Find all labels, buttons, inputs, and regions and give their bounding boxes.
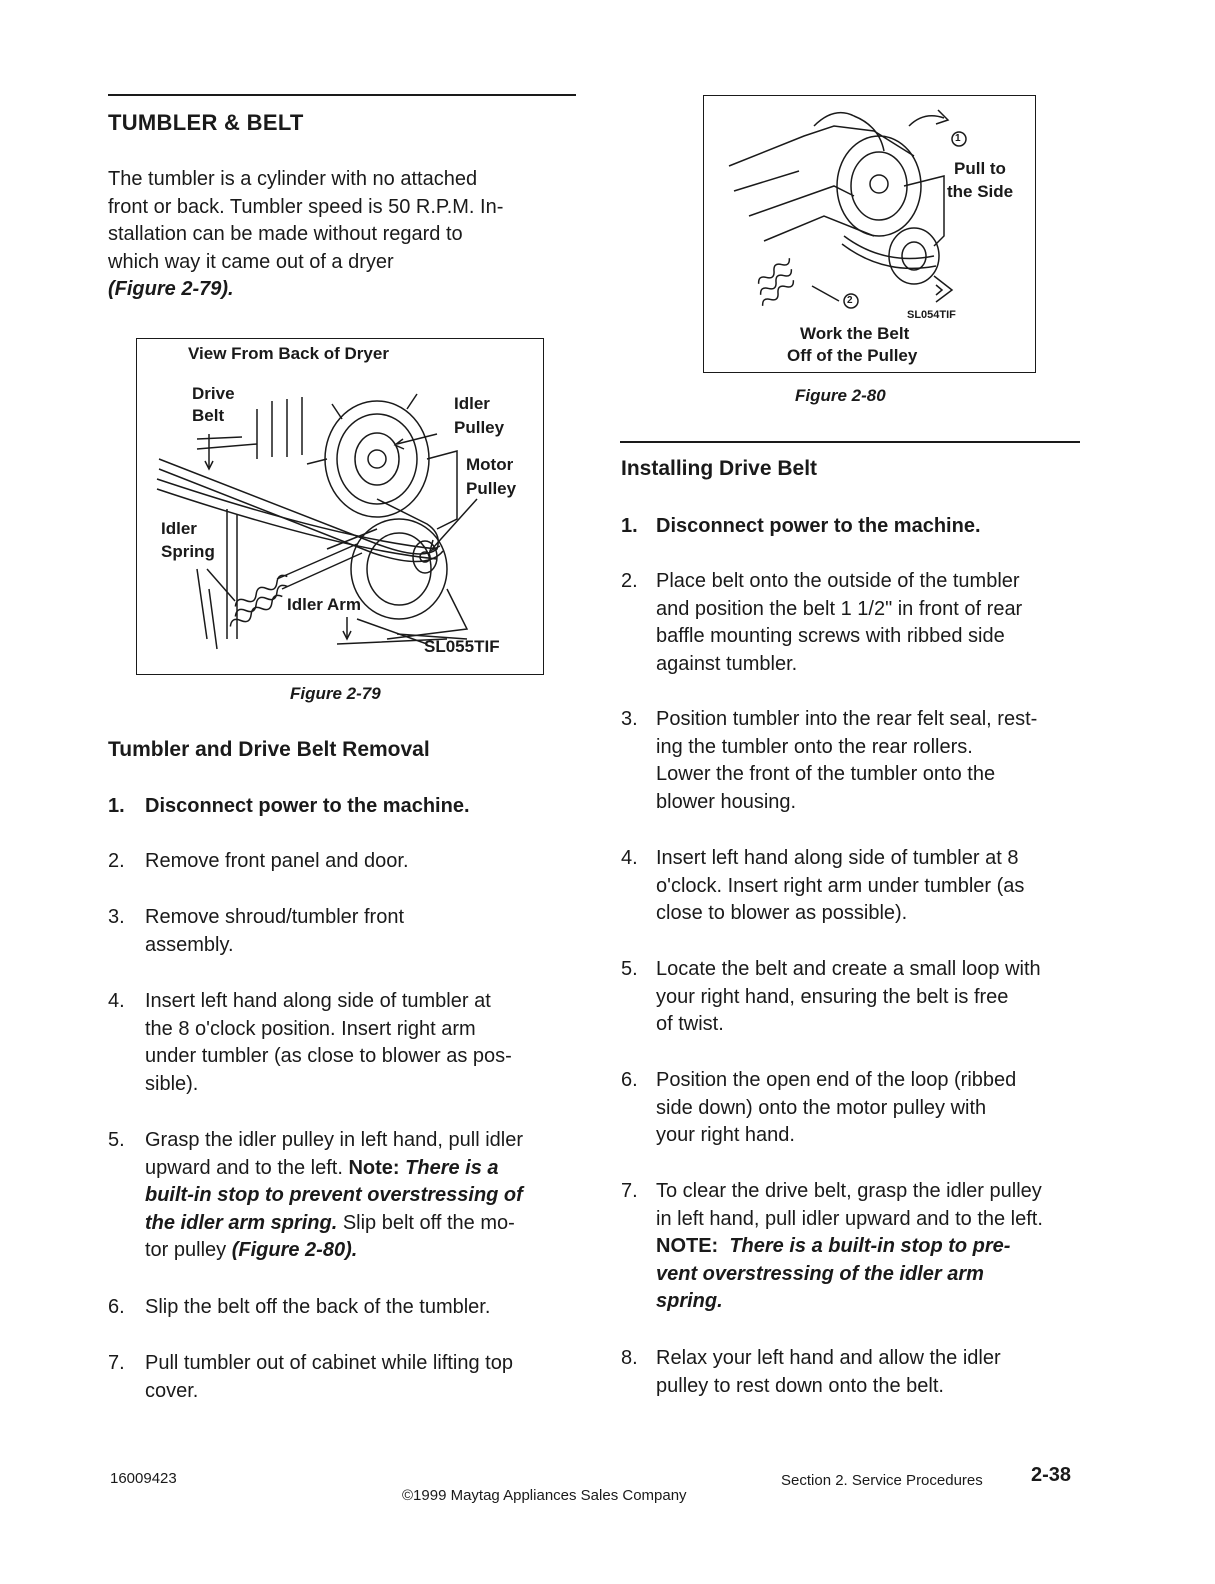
step-line: in left hand, pull idler upward and to the left. (656, 1207, 1043, 1230)
note-emphasis-line: built-in stop to prevent overstressing of (145, 1184, 523, 1206)
step-line: Remove shroud/tumbler front (145, 906, 405, 928)
step-line: o'clock. Insert right arm under tumbler (as (656, 874, 1025, 897)
label-idler-spring-2: Spring (161, 542, 215, 561)
step-line: To clear the drive belt, grasp the idler pulley (656, 1180, 1042, 1202)
step-line (145, 1155, 590, 1183)
label-idler-pulley-1: Idler (454, 394, 490, 413)
step-line: Grasp the idler pulley in left hand, pull idler (145, 1129, 523, 1151)
step-line: ing the tumbler onto the rear rollers. (656, 735, 973, 758)
step-line: assembly. (145, 933, 234, 956)
marker-2: 2 (847, 295, 853, 306)
figure-reference: (Figure 2-80). (231, 1239, 358, 1261)
step-line: the 8 o'clock position. Insert right arm (145, 1017, 476, 1040)
step-line (656, 1233, 1086, 1261)
figure-2-80 (703, 95, 1036, 373)
step-line: side down) onto the motor pulley with (656, 1096, 987, 1119)
label-off-of-pulley: Off of the Pulley (787, 346, 918, 365)
label-motor: Motor (466, 455, 514, 474)
figure-caption: Figure 2-79 (290, 684, 381, 703)
step-line: your right hand. (656, 1124, 795, 1146)
intro-paragraph (108, 166, 578, 304)
step-text: Disconnect power to the machine. (145, 795, 470, 817)
step-line: Locate the belt and create a small loop with (656, 958, 1041, 980)
step-number: 2. (621, 570, 638, 592)
figure-code: SL054TIF (907, 309, 956, 321)
intro-line: which way it came out of a dryer (108, 250, 394, 273)
step-line (145, 1237, 590, 1265)
step-number: 3. (621, 708, 638, 730)
marker-1: 1 (955, 133, 961, 144)
step-line: pulley to rest down onto the belt. (656, 1374, 944, 1397)
step-number: 8. (621, 1347, 638, 1369)
step-line: Place belt onto the outside of the tumbler (656, 570, 1020, 592)
step-line: baffle mounting screws with ribbed side (656, 625, 1005, 647)
label-idler-arm: Idler Arm (287, 595, 362, 614)
label-the-side: the Side (947, 182, 1014, 201)
step-text: Slip the belt off the back of the tumbler. (145, 1296, 491, 1318)
step-line: Relax your left hand and allow the idler (656, 1347, 1001, 1369)
step-line: of twist. (656, 1013, 724, 1035)
step-line: under tumbler (as close to blower as pos- (145, 1045, 512, 1067)
figure-2-79 (136, 338, 544, 675)
step-text: tor pulley (145, 1239, 227, 1261)
note-emphasis-line: vent overstressing of the idler arm (656, 1262, 984, 1285)
note-label: NOTE: (656, 1235, 719, 1257)
step-line: Position the open end of the loop (ribbed (656, 1069, 1017, 1091)
left-top-rule (108, 94, 576, 96)
step-number: 4. (621, 847, 638, 869)
step-text: Disconnect power to the machine. (656, 515, 981, 537)
step-number: 1. (108, 795, 125, 817)
footer-doc-number: 16009423 (110, 1470, 177, 1487)
step-line: Lower the front of the tumbler onto the (656, 763, 996, 785)
step-line: Insert left hand along side of tumbler at 8 (656, 847, 1019, 869)
step-number: 3. (108, 906, 125, 928)
intro-line: stallation can be made without regard to (108, 223, 463, 245)
figure-caption: Figure 2-80 (795, 386, 886, 405)
step-number: 7. (108, 1352, 125, 1374)
step-line: cover. (145, 1379, 199, 1402)
step-line: Insert left hand along side of tumbler at (145, 990, 491, 1012)
step-number: 6. (108, 1296, 125, 1318)
label-idler-pulley-2: Pulley (454, 418, 505, 437)
step-number: 2. (108, 850, 125, 872)
removal-heading: Tumbler and Drive Belt Removal (108, 738, 430, 761)
step-line (145, 1210, 590, 1238)
step-text: upward and to the left. (145, 1156, 343, 1179)
label-idler-spring-1: Idler (161, 519, 197, 538)
note-emphasis: the idler arm spring. (145, 1211, 338, 1234)
figure-title: View From Back of Dryer (188, 344, 389, 363)
step-line: Position tumbler into the rear felt seal, rest- (656, 708, 1038, 730)
step-line: against tumbler. (656, 652, 798, 675)
figure-code: SL055TIF (424, 637, 500, 656)
note-emphasis: There is a (405, 1156, 499, 1179)
step-text: Remove front panel and door. (145, 850, 409, 872)
step-line: your right hand, ensuring the belt is free (656, 985, 1009, 1008)
footer-page-number: 2-38 (1031, 1464, 1072, 1486)
step-number: 4. (108, 990, 125, 1012)
step-number: 1. (621, 515, 638, 537)
step-number: 5. (621, 958, 638, 980)
label-work-the-belt: Work the Belt (800, 324, 910, 343)
label-motor-pulley: Pulley (466, 479, 517, 498)
step-line: blower housing. (656, 790, 797, 813)
step-text: Slip belt off the mo- (342, 1211, 515, 1234)
note-emphasis-line: spring. (656, 1290, 723, 1312)
step-line: and position the belt 1 1/2" in front of rear (656, 597, 1023, 620)
step-line: Pull tumbler out of cabinet while lifting top (145, 1352, 513, 1374)
right-section-rule (620, 441, 1080, 443)
label-pull-to: Pull to (954, 159, 1006, 178)
footer-section: Section 2. Service Procedures (781, 1472, 983, 1489)
section-heading: TUMBLER & BELT (108, 110, 304, 135)
step-number: 5. (108, 1129, 125, 1151)
intro-line: front or back. Tumbler speed is 50 R.P.M. In- (108, 195, 504, 218)
note-label: Note: (348, 1156, 400, 1179)
label-belt: Belt (192, 406, 225, 425)
step-line: close to blower as possible). (656, 902, 908, 924)
step-number: 7. (621, 1180, 638, 1202)
label-drive: Drive (192, 384, 235, 403)
step-line: sible). (145, 1072, 199, 1095)
footer-copyright: ©1999 Maytag Appliances Sales Company (402, 1487, 687, 1504)
intro-line: The tumbler is a cylinder with no attached (108, 168, 478, 190)
step-number: 6. (621, 1069, 638, 1091)
install-heading: Installing Drive Belt (621, 457, 818, 480)
note-emphasis: There is a built-in stop to pre- (729, 1235, 1011, 1257)
figure-reference: (Figure 2-79). (108, 278, 234, 300)
